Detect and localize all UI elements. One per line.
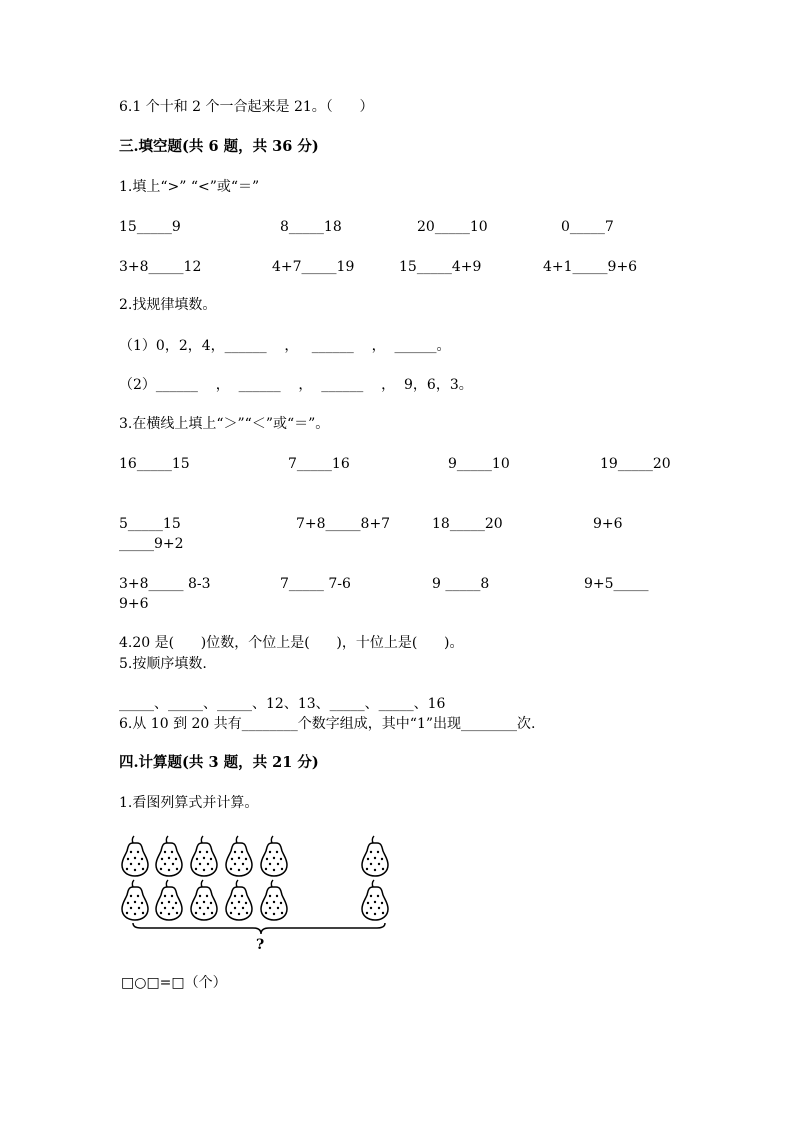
q3-item: 7+8_____8+7 <box>296 516 391 532</box>
q5-sequence: _____、_____、_____、12、13、_____、_____、16 <box>119 696 446 712</box>
q2-part-b: （2）______ ， ______ ， ______ ， 9，6，3。 <box>119 377 473 393</box>
q1-item: 20_____10 <box>417 219 488 235</box>
true-false-q6: 6.1 个十和 2 个一合起来是 21。（ ） <box>119 99 374 115</box>
q1-item: 15_____9 <box>119 219 181 235</box>
q3-item: 9+5_____ <box>584 576 649 592</box>
pear-icon <box>362 836 388 876</box>
q3-item: 9+6 <box>593 516 623 532</box>
q1-item: 4+7_____19 <box>272 259 355 275</box>
pear-icon <box>122 880 148 920</box>
pear-icon <box>226 836 252 876</box>
q3-item: 18_____20 <box>432 516 503 532</box>
pear-icon <box>261 880 287 920</box>
answer-template: □○□=□（个） <box>121 975 227 991</box>
q3-item: 9 _____8 <box>432 576 490 592</box>
pear-icon <box>156 836 182 876</box>
q1-item: 4+1_____9+6 <box>543 259 638 275</box>
q5-title: 5.按顺序填数. <box>119 656 207 672</box>
q3-item: 19_____20 <box>600 456 671 472</box>
pear-icon <box>191 880 217 920</box>
section-3-title: 三.填空题(共 6 题，共 36 分) <box>119 138 319 155</box>
section-4-title: 四.计算题(共 3 题，共 21 分) <box>119 754 319 771</box>
pear-icon <box>261 836 287 876</box>
q3-item-wrap: _____9+2 <box>119 536 184 552</box>
pear-icon <box>362 880 388 920</box>
q2-title: 2.找规律填数。 <box>119 297 217 313</box>
q3-title: 3.在横线上填上“＞”“＜”或“＝”。 <box>119 416 330 432</box>
q3-item: 3+8_____ 8-3 <box>119 576 211 592</box>
pear-icon <box>156 880 182 920</box>
pear-icon <box>122 836 148 876</box>
pear-picture <box>115 830 405 950</box>
q1-item: 3+8_____12 <box>119 259 202 275</box>
q1-title: 1.填上“>” “<”或“＝” <box>119 179 260 195</box>
q3-item: 16_____15 <box>119 456 190 472</box>
q3-item: 7_____ 7-6 <box>280 576 351 592</box>
calc1-title: 1.看图列算式并计算。 <box>119 795 259 811</box>
q3-item: 9_____10 <box>448 456 510 472</box>
q2-part-a: （1）0，2，4，______ ， ______ ， ______。 <box>119 338 451 354</box>
q3-item: 7_____16 <box>288 456 350 472</box>
q3-item: 5_____15 <box>119 516 181 532</box>
pear-icon <box>226 880 252 920</box>
pear-icon <box>191 836 217 876</box>
q1-item: 0_____7 <box>561 219 614 235</box>
brace <box>133 923 385 934</box>
q1-item: 15_____4+9 <box>399 259 482 275</box>
q6: 6.从 10 到 20 共有________个数字组成，其中“1”出现________次. <box>119 716 536 732</box>
brace-question-mark: ? <box>256 937 265 953</box>
q4: 4.20 是( )位数，个位上是( )，十位上是( )。 <box>119 635 464 651</box>
q3-item-wrap: 9+6 <box>119 596 149 612</box>
q1-item: 8_____18 <box>280 219 342 235</box>
